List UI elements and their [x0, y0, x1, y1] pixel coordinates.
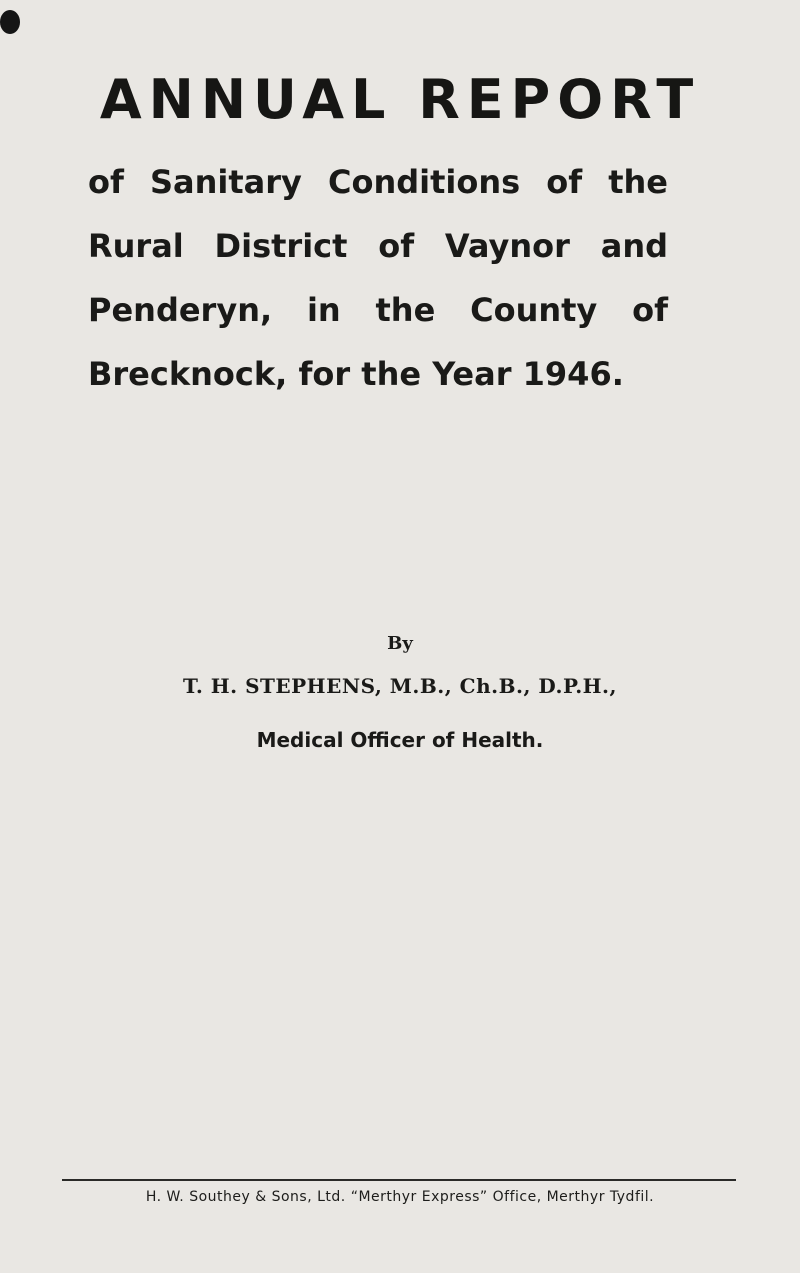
- punch-hole-mark: [0, 10, 20, 34]
- author-role: Medical Officer of Health.: [256, 728, 544, 752]
- subtitle-line: of Sanitary Conditions of the: [88, 163, 668, 201]
- report-title: ANNUAL REPORT: [99, 68, 701, 131]
- by-label: By: [387, 633, 413, 654]
- printer-imprint: H. W. Southey & Sons, Ltd. “Merthyr Express” Office, Merthyr Tydfil.: [145, 1189, 655, 1205]
- subtitle-line: Penderyn, in the County of: [88, 291, 668, 329]
- author-name: T. H. STEPHENS, M.B., Ch.B., D.P.H.,: [183, 674, 617, 698]
- subtitle-line: Rural District of Vaynor and: [88, 227, 668, 265]
- subtitle-line: Brecknock, for the Year 1946.: [88, 355, 624, 393]
- report-subtitle: [88, 150, 668, 406]
- footer-divider: [62, 1179, 736, 1181]
